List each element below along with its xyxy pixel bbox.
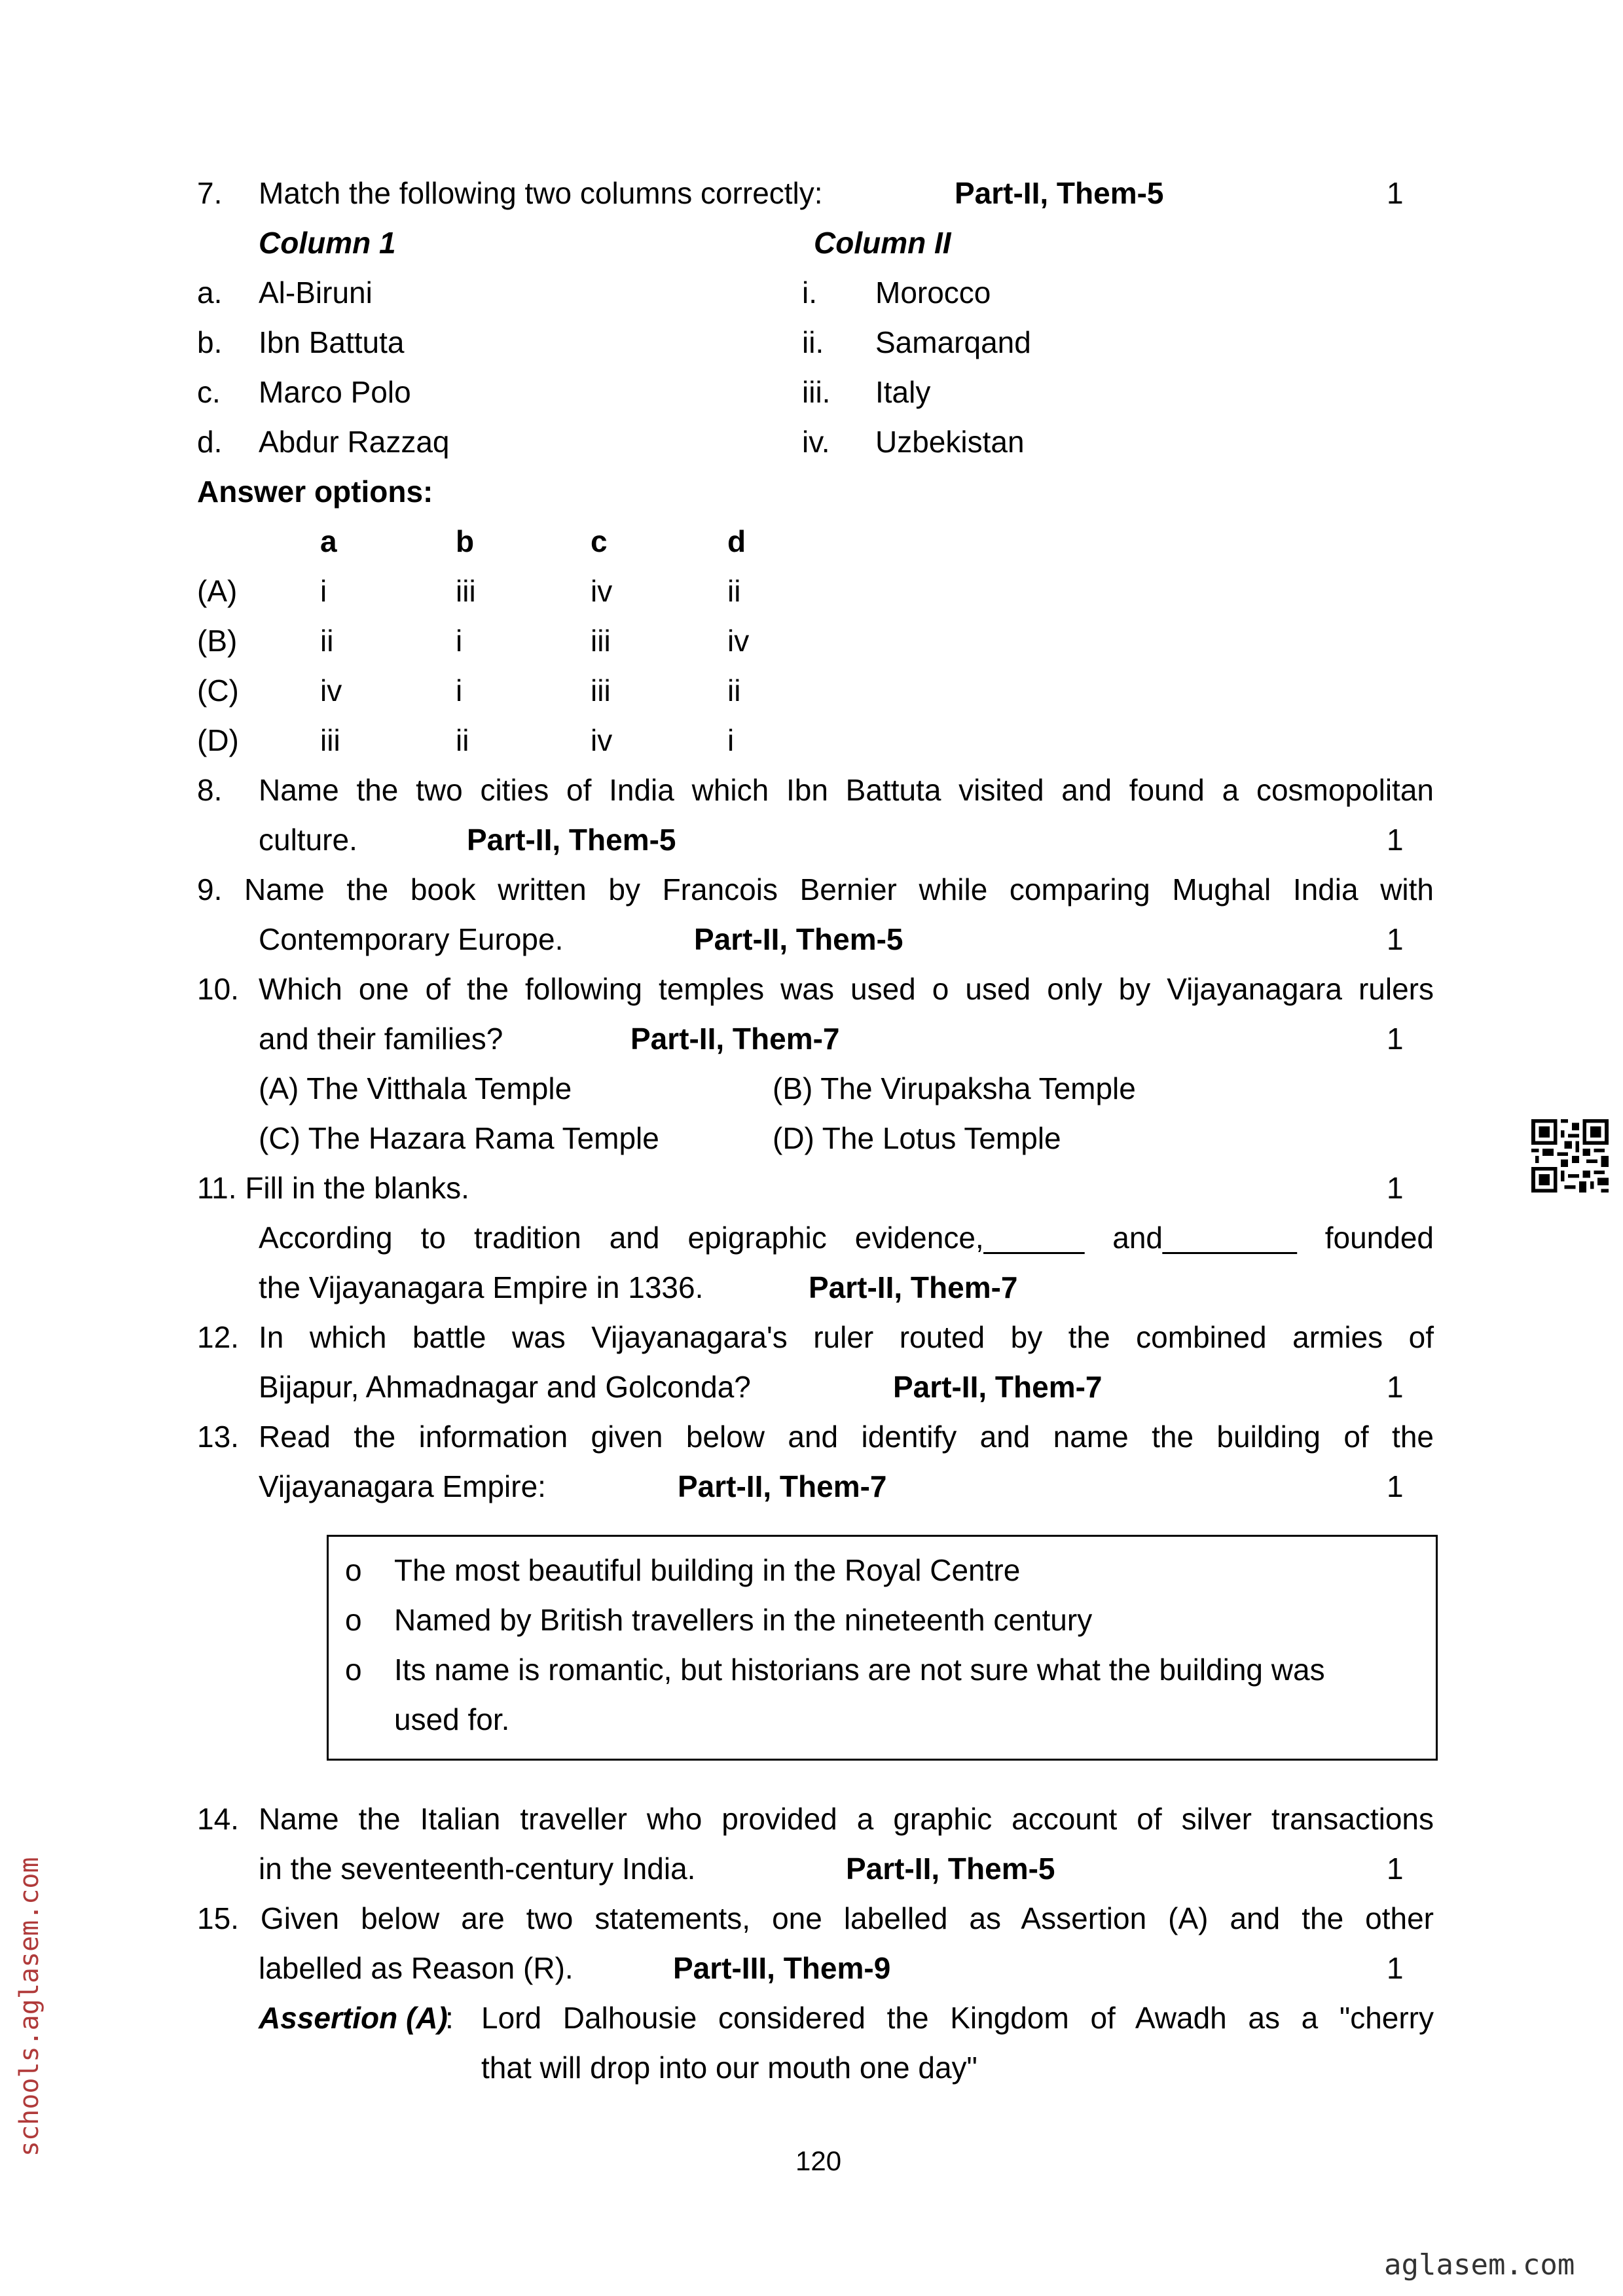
bullet-icon: o	[345, 1653, 362, 1687]
option-header: d	[727, 524, 746, 558]
q12-marks: 1	[1387, 1370, 1404, 1404]
qr-code-icon[interactable]	[1531, 1119, 1609, 1193]
col1-name: Ibn Battuta	[259, 325, 405, 359]
q10-number: 10.	[197, 972, 239, 1006]
option-value: iii	[591, 673, 611, 708]
option-value: ii	[727, 574, 741, 608]
col2-place: Morocco	[875, 276, 991, 310]
q8-number: 8.	[197, 773, 223, 807]
col2-roman: iv.	[802, 425, 830, 459]
page-number: 120	[795, 2145, 842, 2176]
option-value: iii	[591, 624, 611, 658]
option-header: a	[320, 524, 337, 558]
q12-number: 12.	[197, 1320, 239, 1354]
footer-watermark: aglasem.com	[1384, 2248, 1575, 2282]
q13-line2: Vijayanagara Empire:	[259, 1469, 546, 1503]
q15-line1: 15. Given below are two statements, one labelled as Assertion (A) and the other	[197, 1901, 1434, 1935]
assertion-colon: :	[445, 2001, 454, 2035]
q7-number: 7.	[197, 176, 223, 210]
col1-name: Abdur Razzaq	[259, 425, 450, 459]
info-bullet-continued: used for.	[394, 1702, 510, 1736]
assertion-label: Assertion (A)	[259, 2001, 448, 2035]
q7-ref: Part-II, Them-5	[955, 176, 1164, 210]
option-value: iv	[727, 624, 750, 658]
q14-line2: in the seventeenth-century India.	[259, 1852, 696, 1886]
option-value: i	[320, 574, 327, 608]
col2-roman: i.	[802, 276, 817, 310]
q12-line2: Bijapur, Ahmadnagar and Golconda?	[259, 1370, 751, 1404]
assertion-line2: that will drop into our mouth one day"	[481, 2051, 977, 2085]
q9-ref: Part-II, Them-5	[694, 922, 903, 956]
q10-option-a: (A) The Vitthala Temple	[259, 1071, 572, 1105]
option-value: iii	[456, 574, 476, 608]
q14-marks: 1	[1387, 1852, 1404, 1886]
q7-text: Match the following two columns correctly:	[259, 176, 823, 210]
q8-ref: Part-II, Them-5	[467, 823, 676, 857]
option-value: i	[456, 624, 463, 658]
assertion-line1: Lord Dalhousie considered the Kingdom of Awadh as a "cherry	[481, 2001, 1434, 2035]
info-bullet: Its name is romantic, but historians are not sure what the building was	[394, 1653, 1325, 1687]
col1-letter: d.	[197, 425, 223, 459]
q9-marks: 1	[1387, 922, 1404, 956]
q14-line1: 14. Name the Italian traveller who provided a graphic account of silver transactions	[197, 1802, 1434, 1836]
col1-letter: c.	[197, 375, 221, 409]
col2-roman: ii.	[802, 325, 824, 359]
bullet-icon: o	[345, 1553, 362, 1587]
col2-place: Samarqand	[875, 325, 1031, 359]
q10-line1: Which one of the following temples was used o used only by Vijayanagara rulers	[259, 972, 1434, 1006]
q8-line2: culture.	[259, 823, 357, 857]
answer-options-label: Answer options:	[197, 475, 433, 509]
option-value: iii	[320, 723, 340, 757]
option-value: iv	[591, 574, 613, 608]
q11-ref: Part-II, Them-7	[809, 1270, 1018, 1304]
q9-line2: Contemporary Europe.	[259, 922, 564, 956]
col1-name: Al-Biruni	[259, 276, 373, 310]
q11-marks: 1	[1387, 1171, 1404, 1205]
option-header: b	[456, 524, 475, 558]
column2-heading: Column II	[814, 226, 951, 260]
q14-ref: Part-II, Them-5	[846, 1852, 1055, 1886]
option-header: c	[591, 524, 608, 558]
info-bullet: Named by British travellers in the nineteenth century	[394, 1603, 1093, 1637]
q11-line1: 11. Fill in the blanks.	[197, 1171, 469, 1205]
q10-option-b: (B) The Virupaksha Temple	[773, 1071, 1136, 1105]
option-label: (A)	[197, 574, 238, 608]
col2-place: Italy	[875, 375, 931, 409]
q9-line1: 9. Name the book written by Francois Bernier while comparing Mughal India with	[197, 872, 1434, 906]
q12-line1: In which battle was Vijayanagara's ruler routed by the combined armies of	[259, 1320, 1434, 1354]
q15-line2: labelled as Reason (R).	[259, 1951, 574, 1985]
option-value: ii	[456, 723, 469, 757]
col1-name: Marco Polo	[259, 375, 411, 409]
q10-line2: and their families?	[259, 1022, 503, 1056]
q8-marks: 1	[1387, 823, 1404, 857]
q8-line1: Name the two cities of India which Ibn Battuta visited and found a cosmopolitan	[259, 773, 1434, 807]
q13-line1: Read the information given below and identify and name the building of the	[259, 1420, 1434, 1454]
q11-line3: the Vijayanagara Empire in 1336.	[259, 1270, 704, 1304]
q12-ref: Part-II, Them-7	[893, 1370, 1103, 1404]
q13-ref: Part-II, Them-7	[678, 1469, 887, 1503]
q7-marks: 1	[1387, 176, 1404, 210]
option-value: ii	[320, 624, 334, 658]
option-label: (D)	[197, 723, 239, 757]
q15-ref: Part-III, Them-9	[673, 1951, 891, 1985]
q10-option-c: (C) The Hazara Rama Temple	[259, 1121, 659, 1155]
option-value: iv	[320, 673, 342, 708]
option-value: i	[456, 673, 463, 708]
column1-heading: Column 1	[259, 226, 396, 260]
q13-marks: 1	[1387, 1469, 1404, 1503]
side-watermark: schools.aglasem.com	[14, 1857, 45, 2157]
q10-option-d: (D) The Lotus Temple	[773, 1121, 1061, 1155]
q10-ref: Part-II, Them-7	[630, 1022, 840, 1056]
col2-roman: iii.	[802, 375, 831, 409]
col2-place: Uzbekistan	[875, 425, 1025, 459]
q11-line2: According to tradition and epigraphic evidence,______ and________ founded	[259, 1221, 1434, 1255]
col1-letter: a.	[197, 276, 223, 310]
option-value: ii	[727, 673, 741, 708]
q15-marks: 1	[1387, 1951, 1404, 1985]
option-label: (B)	[197, 624, 238, 658]
q10-marks: 1	[1387, 1022, 1404, 1056]
info-bullet: The most beautiful building in the Royal Centre	[394, 1553, 1021, 1587]
option-value: i	[727, 723, 735, 757]
option-value: iv	[591, 723, 613, 757]
col1-letter: b.	[197, 325, 223, 359]
q13-number: 13.	[197, 1420, 239, 1454]
bullet-icon: o	[345, 1603, 362, 1637]
option-label: (C)	[197, 673, 239, 708]
